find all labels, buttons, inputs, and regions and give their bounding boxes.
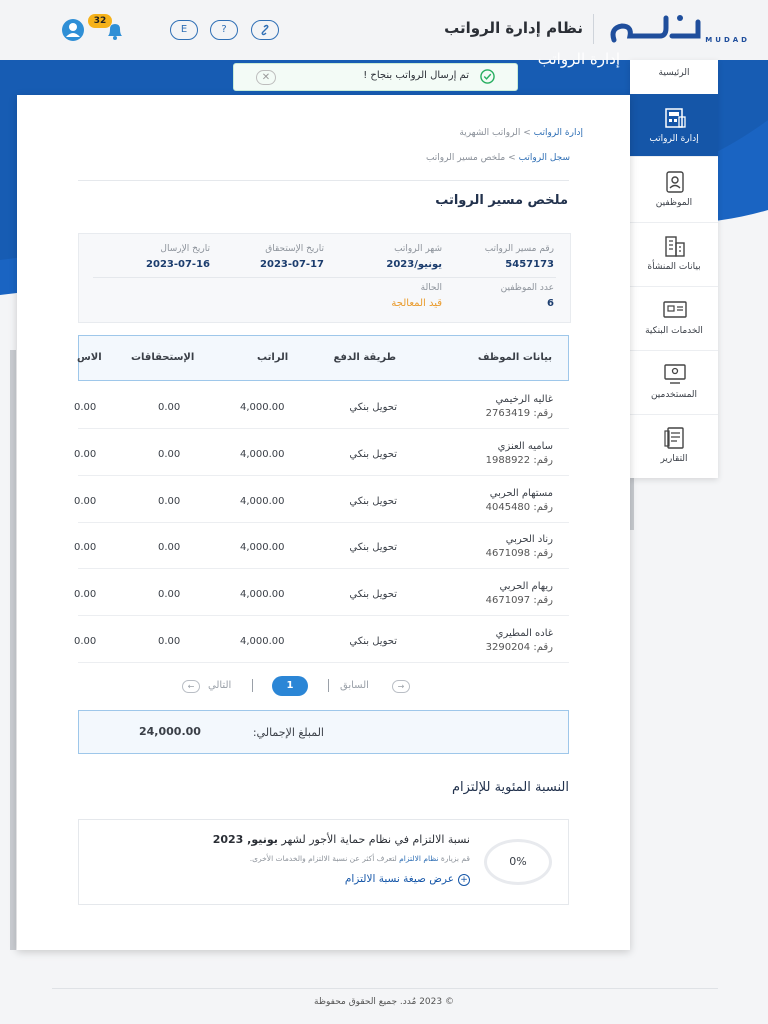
employee-number-prefix: رقم: bbox=[533, 454, 553, 466]
breadcrumb-separator: > bbox=[523, 128, 531, 138]
payment-method: تحويل بنكي bbox=[349, 542, 397, 554]
column-header-employee: بيانات الموظف bbox=[477, 352, 552, 363]
sidebar-item-users[interactable] bbox=[630, 350, 718, 415]
table-header bbox=[78, 335, 569, 381]
employee-name: رناد الحربي bbox=[505, 534, 553, 546]
employee-number-value: 4671097 bbox=[485, 595, 531, 607]
next-page-button[interactable]: التالي bbox=[208, 680, 232, 691]
toast-message: تم إرسال الرواتب بنجاح ! bbox=[363, 70, 469, 81]
column-header-salary: الراتب bbox=[257, 352, 289, 363]
column-header-entitlements: الإستحقاقات bbox=[131, 352, 195, 363]
system-title: نظام إدارة الرواتب bbox=[444, 19, 583, 37]
sidebar-item-label: بيانات المنشأة bbox=[647, 262, 701, 272]
summary-value: 6 bbox=[547, 298, 554, 309]
payment-method: تحويل بنكي bbox=[349, 402, 397, 413]
employee-number bbox=[486, 408, 553, 419]
arrow-right-icon[interactable]: → bbox=[392, 680, 410, 693]
deductions-value: 0.00 bbox=[74, 542, 97, 554]
deductions-value: 0.00 bbox=[74, 402, 97, 413]
link-icon[interactable] bbox=[251, 20, 279, 40]
help-icon[interactable]: ? bbox=[210, 20, 238, 40]
employee-number-value: 1988922 bbox=[485, 454, 531, 466]
table-row bbox=[74, 429, 569, 476]
employee-number-prefix: رقم: bbox=[533, 595, 553, 607]
summary-month bbox=[386, 244, 442, 270]
deductions-value: 0.00 bbox=[74, 448, 97, 460]
reports-icon bbox=[662, 426, 688, 450]
sidebar-item-payroll[interactable] bbox=[630, 94, 718, 157]
employee-number bbox=[486, 548, 553, 559]
breadcrumb-link-history[interactable]: سجل الرواتب bbox=[518, 153, 570, 163]
salary-value: 4,000.00 bbox=[240, 402, 285, 413]
close-icon[interactable]: ✕ bbox=[256, 70, 276, 85]
breadcrumb-current: ملخص مسير الرواتب bbox=[425, 153, 506, 163]
sidebar-item-employees[interactable] bbox=[630, 158, 718, 223]
logo-divider bbox=[593, 14, 594, 44]
mudad-logo bbox=[606, 10, 706, 50]
entitlements-value: 0.00 bbox=[158, 542, 181, 554]
summary-value: 5457173 bbox=[505, 259, 554, 270]
compliance-heading-text: نسبة الالتزام في نظام حماية الأجور لشهر bbox=[281, 833, 470, 846]
employee-number-prefix: رقم: bbox=[533, 408, 553, 419]
employee-number bbox=[486, 642, 553, 653]
view-compliance-formula-link[interactable] bbox=[345, 873, 470, 886]
compliance-subtext bbox=[250, 854, 470, 863]
summary-label: تاريخ الإستحقاق bbox=[265, 244, 324, 254]
entitlements-value: 0.00 bbox=[158, 448, 181, 460]
bank-services-icon bbox=[662, 298, 688, 322]
plus-circle-icon: + bbox=[458, 874, 470, 886]
sidebar-item-label: الرئيسية bbox=[658, 68, 690, 78]
building-icon bbox=[662, 234, 688, 258]
compliance-link-label: عرض صيغة نسبة الالتزام bbox=[344, 873, 454, 885]
compliance-title: النسبة المئوية للإلتزام bbox=[452, 780, 569, 795]
salary-value: 4,000.00 bbox=[240, 589, 285, 601]
payment-method: تحويل بنكي bbox=[349, 589, 397, 601]
pagination-divider bbox=[328, 679, 329, 692]
employee-name: ريهام الحربي bbox=[499, 581, 553, 593]
status-badge: قيد المعالجة bbox=[391, 298, 442, 309]
entitlements-value: 0.00 bbox=[158, 495, 181, 507]
entitlements-value: 0.00 bbox=[158, 589, 181, 601]
background-edge bbox=[10, 350, 16, 950]
summary-payroll-number bbox=[485, 244, 554, 270]
table-row bbox=[74, 616, 569, 663]
sidebar-item-reports[interactable] bbox=[630, 414, 718, 478]
total-label: المبلغ الإجمالي: bbox=[252, 726, 324, 739]
employee-number-prefix: رقم: bbox=[533, 548, 553, 560]
breadcrumb-sub bbox=[426, 153, 570, 163]
pagination-divider bbox=[252, 679, 253, 692]
language-button[interactable]: E bbox=[170, 20, 198, 40]
sidebar-item-label: المستخدمين bbox=[650, 390, 698, 400]
page-number-current[interactable]: 1 bbox=[272, 676, 308, 696]
sidebar-item-bank-services[interactable] bbox=[630, 286, 718, 351]
salary-value: 4,000.00 bbox=[240, 495, 285, 507]
user-avatar-icon[interactable] bbox=[62, 19, 84, 41]
footer-copyright: © 2023 مُدد. جميع الحقوق محفوظة bbox=[314, 997, 454, 1007]
summary-divider bbox=[93, 277, 556, 278]
entitlements-value: 0.00 bbox=[158, 402, 181, 413]
employee-name: غاليه الرخيمي bbox=[495, 394, 553, 405]
prev-page-button[interactable]: السابق bbox=[340, 680, 369, 691]
summary-label: رقم مسير الرواتب bbox=[484, 244, 554, 254]
users-icon bbox=[662, 362, 688, 386]
deductions-value: 0.00 bbox=[74, 589, 97, 601]
compliance-card bbox=[78, 819, 569, 905]
footer-divider bbox=[52, 988, 718, 989]
breadcrumb bbox=[459, 128, 583, 138]
employee-number-value: 3290204 bbox=[485, 642, 531, 653]
table-row bbox=[74, 476, 569, 523]
column-header-deductions: الاس bbox=[77, 352, 102, 363]
employee-number-prefix: رقم: bbox=[533, 642, 553, 653]
employee-number bbox=[486, 595, 553, 606]
compliance-subtext-prefix: قم بزيارة bbox=[440, 854, 470, 863]
table-row bbox=[74, 569, 569, 616]
compliance-heading bbox=[213, 833, 470, 846]
employee-number bbox=[486, 455, 553, 466]
summary-employees-count bbox=[501, 283, 554, 309]
employee-number-prefix: رقم: bbox=[533, 501, 553, 513]
deductions-value: 0.00 bbox=[74, 495, 97, 507]
total-amount-box bbox=[78, 710, 569, 754]
sidebar-item-establishment[interactable] bbox=[630, 222, 718, 287]
breadcrumb-separator: > bbox=[508, 153, 516, 163]
summary-label: عدد الموظفين bbox=[500, 283, 554, 293]
summary-status bbox=[391, 283, 442, 309]
sidebar-item-label: التقارير bbox=[660, 454, 688, 464]
employee-name: ساميه العنزي bbox=[497, 440, 553, 452]
payroll-summary bbox=[78, 233, 571, 323]
summary-label: شهر الرواتب bbox=[394, 244, 442, 254]
compliance-subtext-suffix: لتعرف أكثر عن نسبة الالتزام والخدمات الأخرى. bbox=[249, 854, 397, 863]
employee-number-value: 4671098 bbox=[485, 548, 531, 560]
salary-value: 4,000.00 bbox=[240, 448, 285, 460]
summary-value: يونيو/2023 bbox=[386, 259, 442, 270]
sidebar-item-label: الخدمات البنكية bbox=[645, 326, 703, 336]
entitlements-value: 0.00 bbox=[158, 636, 181, 647]
employee-number-value: 4045480 bbox=[485, 501, 531, 513]
deductions-value: 0.00 bbox=[74, 636, 97, 647]
employees-table bbox=[74, 335, 569, 663]
notification-badge: 32 bbox=[88, 14, 112, 28]
sidebar-item-label: الموظفين bbox=[655, 198, 693, 208]
column-header-payment-method: طريقة الدفع bbox=[333, 352, 396, 363]
divider bbox=[78, 180, 569, 181]
summary-label: تاريخ الإرسال bbox=[160, 244, 210, 254]
pagination bbox=[180, 674, 420, 698]
compliance-month: يونيو, 2023 bbox=[212, 833, 278, 846]
payment-method: تحويل بنكي bbox=[349, 636, 397, 647]
summary-label: الحالة bbox=[420, 283, 442, 293]
summary-due-date bbox=[260, 244, 324, 270]
top-bar bbox=[0, 0, 768, 61]
compliance-system-link[interactable]: نظام الالتزام bbox=[399, 854, 439, 863]
payment-method: تحويل بنكي bbox=[349, 495, 397, 507]
employee-number-value: 2763419 bbox=[485, 408, 531, 419]
page-title: ملخص مسير الرواتب bbox=[435, 193, 568, 208]
sidebar bbox=[630, 60, 718, 478]
success-toast bbox=[233, 63, 518, 91]
breadcrumb-link-payroll[interactable]: إدارة الرواتب bbox=[533, 128, 583, 138]
payroll-icon bbox=[662, 106, 688, 130]
salary-value: 4,000.00 bbox=[240, 636, 285, 647]
breadcrumb-current: الرواتب الشهرية bbox=[459, 128, 521, 138]
check-circle-icon bbox=[480, 69, 495, 84]
salary-value: 4,000.00 bbox=[240, 542, 285, 554]
summary-value: 2023-07-16 bbox=[146, 259, 210, 270]
compliance-percent-ring: 0% bbox=[484, 839, 552, 885]
total-value: 24,000.00 bbox=[139, 725, 201, 738]
employees-icon bbox=[662, 170, 688, 194]
employee-name: غاده المطيري bbox=[495, 628, 553, 639]
table-row bbox=[74, 382, 569, 429]
employee-name: مستهام الحربي bbox=[489, 487, 553, 499]
employee-number bbox=[486, 502, 553, 513]
sidebar-item-label: إدارة الرواتب bbox=[649, 134, 699, 144]
summary-send-date bbox=[146, 244, 210, 270]
table-row bbox=[74, 522, 569, 569]
logo-text: MUDAD bbox=[705, 36, 750, 44]
background-page-title: إدارة الرواتب bbox=[537, 50, 620, 68]
summary-value: 2023-07-17 bbox=[260, 259, 324, 270]
payment-method: تحويل بنكي bbox=[349, 448, 397, 460]
arrow-left-icon[interactable]: ← bbox=[182, 680, 200, 693]
